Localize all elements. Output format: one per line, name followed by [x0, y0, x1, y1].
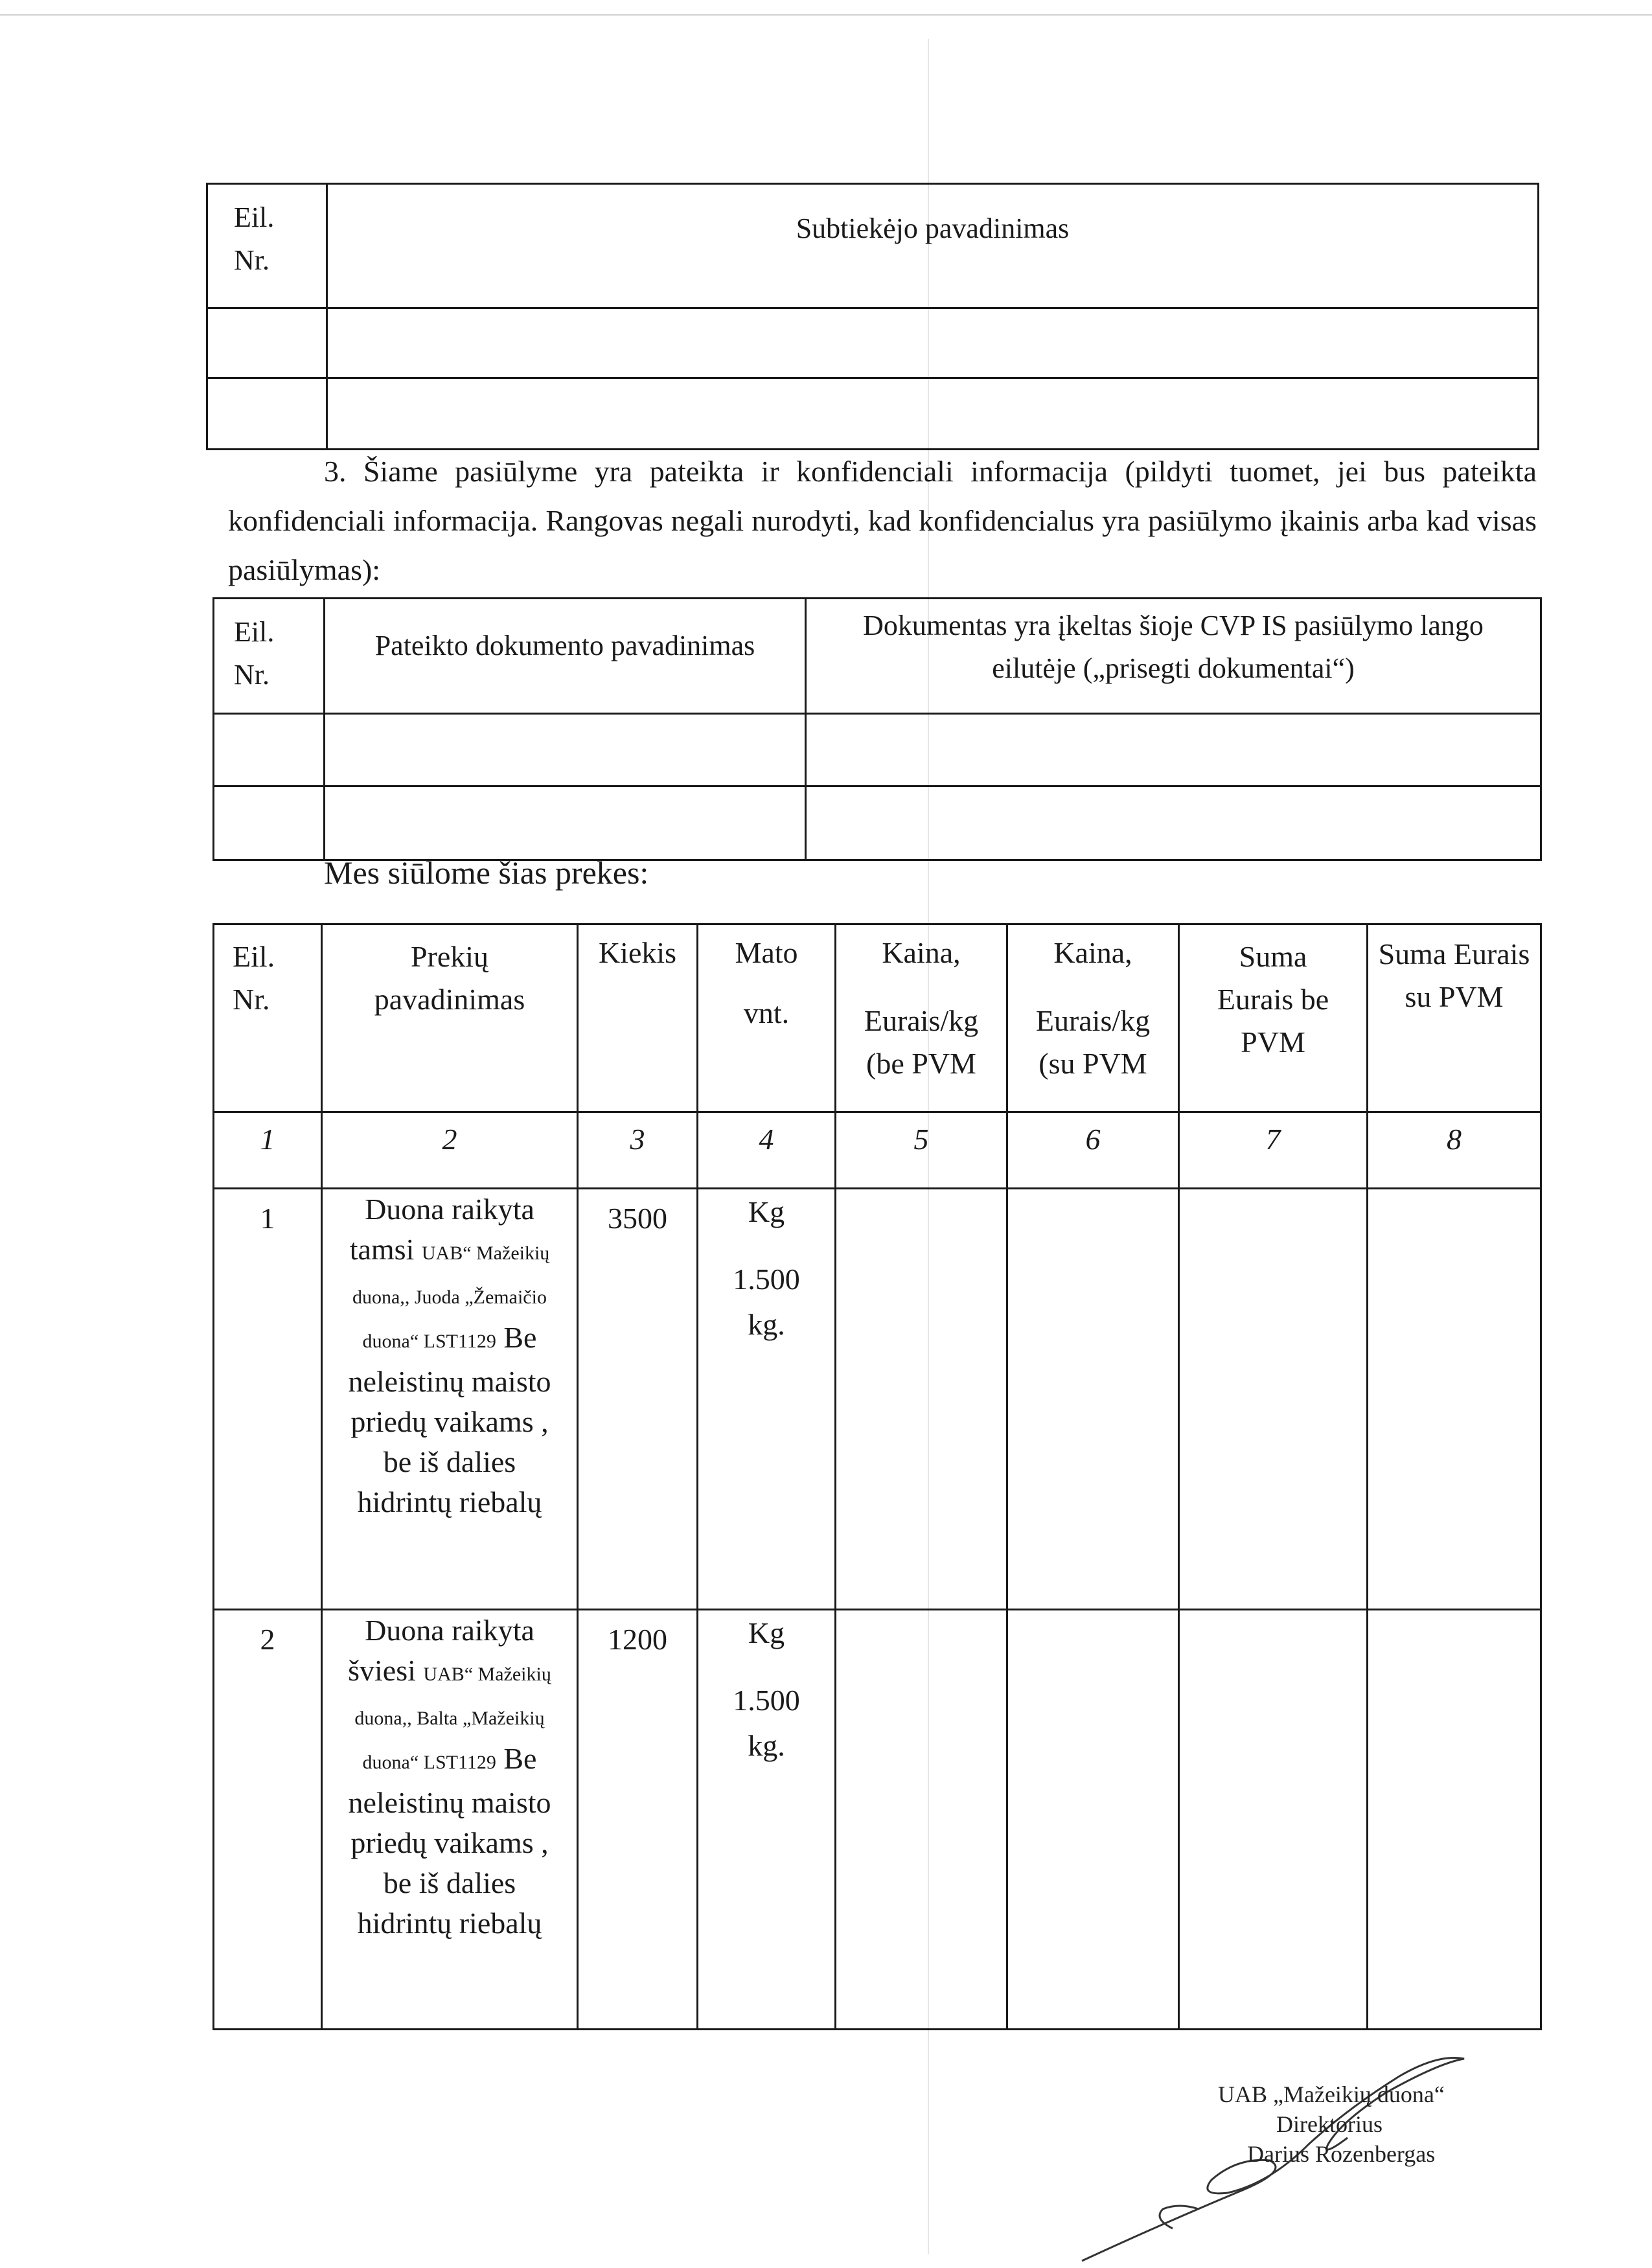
goods-row-pack-unit: kg.: [748, 1308, 785, 1341]
goods-row-name-text: priedų vaikams ,: [350, 1405, 549, 1438]
goods-header-price-net-line1: Kaina,: [882, 936, 961, 969]
goods-row-name-line: [323, 1402, 577, 1442]
goods-col-number: 8: [1368, 1112, 1541, 1189]
goods-row-pack-unit: kg.: [748, 1729, 785, 1762]
goods-row-name-line: [323, 1783, 577, 1823]
subcontractors-header-no: Eil. Nr.: [207, 184, 327, 308]
goods-row-name-line: [323, 1442, 577, 1482]
goods-row-name-line: [323, 1863, 577, 1903]
goods-header-name: Prekių pavadinimas: [322, 924, 578, 1112]
goods-row-pack-size: 1.500: [733, 1263, 800, 1296]
goods-row-name-text: neleistinų maisto: [348, 1786, 551, 1819]
goods-row-price-net: [836, 1189, 1007, 1610]
goods-row-name-line: [323, 1695, 577, 1739]
goods-header-price-gross-line2: Eurais/kg (su PVM: [1035, 1004, 1151, 1080]
goods-row-name-line: [323, 1318, 577, 1362]
goods-col-number: 7: [1179, 1112, 1368, 1189]
goods-row-name-line: [323, 1903, 577, 1943]
confidential-documents-table: [212, 597, 1542, 861]
documents-empty-cell: [806, 714, 1541, 786]
goods-header-no: Eil. Nr.: [214, 924, 322, 1112]
goods-row-sum-gross: [1368, 1189, 1541, 1610]
goods-row-2: [214, 1610, 1541, 2030]
goods-row-sum-net: [1179, 1189, 1368, 1610]
goods-header-unit-line1: Mato: [735, 936, 798, 969]
goods-row-name-text: Duona raikyta: [365, 1614, 534, 1647]
goods-table: [212, 923, 1542, 2030]
goods-row-price-gross: [1007, 1189, 1179, 1610]
goods-row-qty: 1200: [578, 1610, 698, 2030]
goods-row-price-net: [836, 1610, 1007, 2030]
goods-col-number: 1: [214, 1112, 322, 1189]
goods-row-name-text: priedų vaikams ,: [350, 1826, 549, 1859]
goods-row-name-text: UAB“ Mažeikių: [421, 1243, 550, 1264]
goods-row-name-line: [323, 1274, 577, 1318]
signature-name: Darius Rozenbergas: [1247, 2141, 1436, 2167]
subcontractors-empty-cell: [327, 378, 1539, 450]
goods-col-number: 3: [578, 1112, 698, 1189]
goods-row-name-text: duona“ LST1129: [362, 1752, 496, 1773]
goods-column-numbers-row: [214, 1112, 1541, 1189]
goods-header-unit-line2: vnt.: [743, 996, 790, 1029]
scan-top-edge: [0, 14, 1652, 16]
goods-col-number: 4: [698, 1112, 836, 1189]
goods-row-name-text: Be: [496, 1742, 537, 1775]
confidential-info-paragraph: [228, 447, 1537, 595]
goods-row-name-text: Be: [496, 1321, 537, 1354]
goods-row-sum-gross: [1368, 1610, 1541, 2030]
goods-row-name-line: [323, 1823, 577, 1863]
documents-empty-cell: [325, 714, 806, 786]
goods-row-name-text: duona,, Juoda „Žemaičio: [352, 1287, 547, 1308]
documents-empty-cell: [806, 786, 1541, 860]
goods-header-qty: Kiekis: [578, 924, 698, 1112]
goods-row-unit: [698, 1610, 836, 2030]
goods-row-unit-label: Kg: [748, 1195, 785, 1228]
goods-row-name-line: [323, 1482, 577, 1522]
goods-header-price-gross-line1: Kaina,: [1053, 936, 1132, 969]
goods-row-unit-label: Kg: [748, 1616, 785, 1649]
goods-row-name: [322, 1189, 578, 1610]
subcontractors-empty-cell: [207, 308, 327, 378]
goods-row-pack-size: 1.500: [733, 1684, 800, 1717]
goods-row-name-text: UAB“ Mažeikių: [423, 1664, 551, 1685]
documents-empty-cell: [214, 786, 325, 860]
goods-row-no: 2: [214, 1610, 322, 2030]
goods-row-name-text: duona“ LST1129: [362, 1331, 496, 1352]
goods-header-price-net-line2: Eurais/kg (be PVM: [864, 1004, 979, 1080]
goods-header-unit: [698, 924, 836, 1112]
goods-row-name-text: be iš dalies: [383, 1866, 516, 1899]
subcontractors-header-name: Subtiekėjo pavadinimas: [327, 184, 1539, 308]
documents-empty-cell: [214, 714, 325, 786]
signature-title: Direktorius: [1276, 2111, 1382, 2137]
documents-header-no: Eil. Nr.: [214, 599, 325, 714]
goods-row-name-line: [323, 1230, 577, 1274]
goods-header-price-net: [836, 924, 1007, 1112]
goods-row-name-text: hidrintų riebalų: [357, 1907, 542, 1940]
goods-row-name-line: [323, 1362, 577, 1402]
documents-header-name: Pateikto dokumento pavadinimas: [325, 599, 806, 714]
goods-row-no: 1: [214, 1189, 322, 1610]
goods-col-number: 5: [836, 1112, 1007, 1189]
goods-row-name-lines: [323, 1610, 577, 1943]
goods-row-qty: 3500: [578, 1189, 698, 1610]
goods-row-name-text: neleistinų maisto: [348, 1365, 551, 1398]
subcontractors-empty-cell: [327, 308, 1539, 378]
offer-intro: Mes siūlome šias prekes:: [324, 854, 649, 891]
goods-row-price-gross: [1007, 1610, 1179, 2030]
goods-row-sum-net: [1179, 1610, 1368, 2030]
goods-row-name-text: Duona raikyta: [365, 1193, 534, 1226]
documents-empty-cell: [325, 786, 806, 860]
subcontractors-table: [206, 183, 1539, 450]
signature-block: [1075, 2047, 1490, 2267]
goods-row-name-lines: [323, 1189, 577, 1522]
goods-header-price-gross: [1007, 924, 1179, 1112]
documents-header-location: Dokumentas yra įkeltas šioje CVP IS pasiūlymo lango eilutėje („prisegti dokumentai“): [806, 599, 1541, 714]
goods-row-name-line: [323, 1610, 577, 1651]
signature-company: UAB „Mažeikių duona“: [1218, 2081, 1445, 2107]
goods-header-sum-net: Suma Eurais be PVM: [1179, 924, 1368, 1112]
goods-row-name-line: [323, 1651, 577, 1695]
goods-row-1: [214, 1189, 1541, 1610]
goods-row-name-text: duona,, Balta „Mažeikių: [354, 1708, 545, 1729]
goods-col-number: 6: [1007, 1112, 1179, 1189]
goods-row-name-text: šviesi: [348, 1654, 424, 1687]
goods-row-name-line: [323, 1739, 577, 1783]
goods-row-name-text: be iš dalies: [383, 1445, 516, 1478]
goods-header-sum-gross: Suma Eurais su PVM: [1368, 924, 1541, 1112]
subcontractors-empty-cell: [207, 378, 327, 450]
goods-col-number: 2: [322, 1112, 578, 1189]
goods-row-name: [322, 1610, 578, 2030]
goods-row-name-line: [323, 1189, 577, 1230]
goods-row-unit: [698, 1189, 836, 1610]
goods-row-name-text: tamsi: [349, 1233, 422, 1266]
goods-row-name-text: hidrintų riebalų: [357, 1485, 542, 1518]
confidential-info-text: 3. Šiame pasiūlyme yra pateikta ir konfidenciali informacija (pildyti tuomet, jei bus pateikta konfidenciali informacija. Rangovas negali nurodyti, kad konfidencialus yra pasiūlymo įkainis arba kad visas pasiūlymas):: [228, 455, 1537, 586]
